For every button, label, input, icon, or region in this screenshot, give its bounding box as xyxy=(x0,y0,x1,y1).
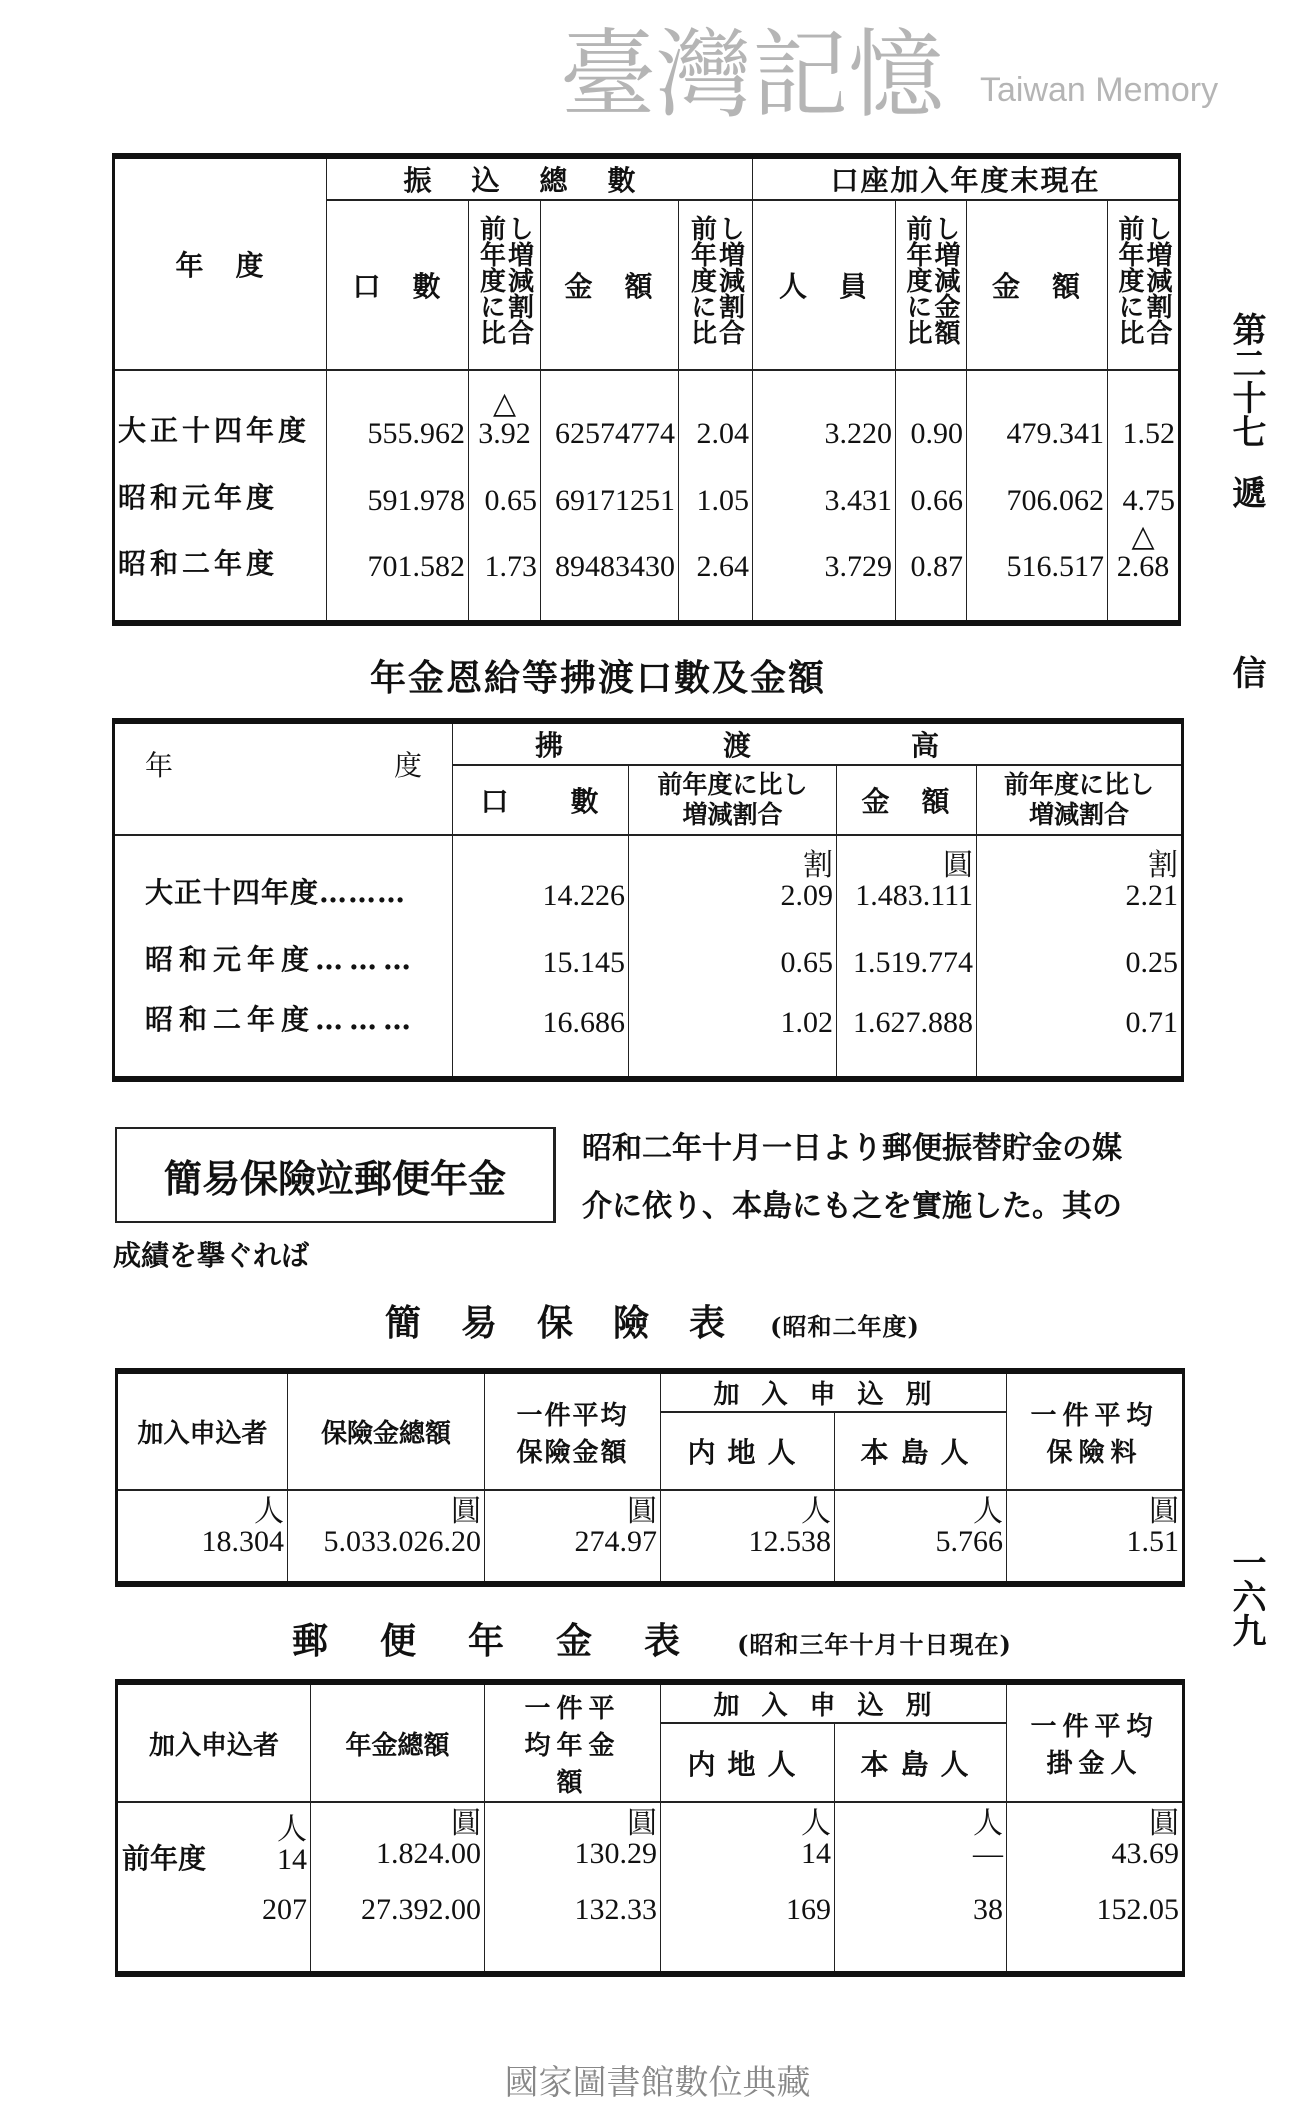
table-row xyxy=(114,835,1183,917)
section-char-1: 遞 xyxy=(1226,475,1266,509)
table3-title-block xyxy=(385,1295,920,1346)
cell: 圓 274.97 xyxy=(485,1490,661,1584)
cell: 3.220 xyxy=(753,370,896,455)
cell: 516.517 xyxy=(967,522,1108,623)
col-header: 金 額 xyxy=(541,200,679,370)
col-header: 人 員 xyxy=(753,200,896,370)
table-row xyxy=(117,1490,1184,1584)
cell: 89483430 xyxy=(541,522,679,623)
footer-credit: 國家圖書館數位典藏 xyxy=(504,2063,811,2103)
cell: 人 — xyxy=(835,1802,1007,1887)
table3-title: 簡易保險表 xyxy=(385,1302,766,1344)
group-header-application: 加入申込別 xyxy=(661,1371,1007,1412)
table2-title: 年金恩給等拂渡口數及金額 xyxy=(370,657,827,699)
section-char-2: 信 xyxy=(1226,655,1266,689)
table4-title: 郵便年金表 xyxy=(292,1620,733,1662)
row-label: 大正十四年度……… xyxy=(114,835,453,917)
col-header: 一件平均保險金額 xyxy=(485,1371,661,1490)
cell: 701.582 xyxy=(327,522,469,623)
group-header-payout: 拂渡高 xyxy=(453,721,1183,765)
cell: 0.65 xyxy=(469,455,541,522)
year-header-1: 年 xyxy=(145,749,174,782)
col-header: 保險金總額 xyxy=(288,1371,485,1490)
table4-title-block xyxy=(292,1613,1012,1664)
row-label: 大正十四年度 xyxy=(114,370,327,455)
cell: 3.729 xyxy=(753,522,896,623)
row-label: 昭和二年度……… xyxy=(114,984,453,1079)
paragraph xyxy=(582,1120,1122,1236)
paragraph-line: 介に依り、本島にも之を實施した。其の xyxy=(582,1189,1122,1224)
cell: 38 xyxy=(835,1887,1007,1974)
cell: 169 xyxy=(661,1887,835,1974)
postal-insurance-table xyxy=(115,1368,1185,1587)
col-header: 前年度に比し増減割合 xyxy=(686,215,745,345)
group-header-application: 加入申込別 xyxy=(661,1682,1007,1723)
cell xyxy=(117,1887,311,1974)
year-header: 年 度 xyxy=(114,156,327,370)
col-header: 口 數 xyxy=(327,200,469,370)
col-header: 前年度に比し増減割合 xyxy=(475,215,534,345)
cell: 591.978 xyxy=(327,455,469,522)
cell-value: 207 xyxy=(262,1893,307,1926)
paragraph-line: 昭和二年十月一日より郵便振替貯金の媒 xyxy=(582,1131,1122,1166)
cell: 人 14 xyxy=(661,1802,835,1887)
transfer-table xyxy=(112,153,1181,626)
cell: 1.05 xyxy=(679,455,753,522)
cell: 1.52 xyxy=(1108,370,1180,455)
cell: 圓 130.29 xyxy=(485,1802,661,1887)
cell: 圓 1.51 xyxy=(1007,1490,1184,1584)
cell: 0.25 xyxy=(977,917,1183,984)
col-header: 本島人 xyxy=(835,1723,1007,1802)
cell: 0.71 xyxy=(977,984,1183,1079)
section-heading: 簡易保險竝郵便年金 xyxy=(163,1155,506,1201)
cell: 14.226 xyxy=(453,835,629,917)
table-row xyxy=(114,455,1180,522)
page-number: 一六九 xyxy=(1226,1545,1266,1647)
table4-subtitle: (昭和三年十月十日現在) xyxy=(737,1630,1012,1659)
pension-payout-table xyxy=(112,718,1184,1082)
col-header: 口 數 xyxy=(453,765,629,835)
cell: △ 3.92 xyxy=(469,370,541,455)
cell: 圓 43.69 xyxy=(1007,1802,1184,1887)
row-label: 前年度 xyxy=(122,1842,207,1875)
table-row xyxy=(114,370,1180,455)
row-label: 昭和二年度 xyxy=(114,522,327,623)
cell: 62574774 xyxy=(541,370,679,455)
cell: 132.33 xyxy=(485,1887,661,1974)
cell: 152.05 xyxy=(1007,1887,1184,1974)
cell: 0.66 xyxy=(896,455,967,522)
col-header: 前年度に比し増減金額 xyxy=(902,215,961,345)
col-header: 一件平均年金額 xyxy=(485,1682,661,1802)
cell: 圓 1.824.00 xyxy=(311,1802,485,1887)
cell: 人 5.766 xyxy=(835,1490,1007,1584)
cell: 人 12.538 xyxy=(661,1490,835,1584)
cell: 1.519.774 xyxy=(837,917,977,984)
cell: 1.02 xyxy=(629,984,837,1079)
table-row xyxy=(114,917,1183,984)
cell: 割 2.09 xyxy=(629,835,837,917)
col-header: 加入申込者 xyxy=(117,1682,311,1802)
watermark-text: Taiwan Memory xyxy=(980,71,1219,109)
cell: 圓 5.033.026.20 xyxy=(288,1490,485,1584)
col-header: 内地人 xyxy=(661,1412,835,1490)
group-header-transfer-total: 振込總數 xyxy=(327,156,753,200)
row-label: 昭和元年度 xyxy=(114,455,327,522)
col-header: 一件平均保險料 xyxy=(1007,1371,1184,1490)
cell: 4.75 xyxy=(1108,455,1180,522)
cell: 16.686 xyxy=(453,984,629,1079)
group-header-account: 口座加入年度末現在 xyxy=(753,156,1180,200)
cell-value: 人 14 xyxy=(277,1813,307,1876)
col-header: 金 額 xyxy=(967,200,1108,370)
postal-annuity-table xyxy=(115,1679,1185,1977)
cell: 479.341 xyxy=(967,370,1108,455)
cell: 706.062 xyxy=(967,455,1108,522)
cell: 15.145 xyxy=(453,917,629,984)
col-header: 年金總額 xyxy=(311,1682,485,1802)
cell: 割 2.21 xyxy=(977,835,1183,917)
col-header: 前年度に比し増減割合 xyxy=(629,765,837,835)
row-label: 昭和元年度……… xyxy=(114,917,453,984)
col-header: 一件平均掛金人 xyxy=(1007,1682,1184,1802)
table-row xyxy=(117,1887,1184,1974)
cell: 0.90 xyxy=(896,370,967,455)
cell: 圓 1.483.111 xyxy=(837,835,977,917)
cell: 555.962 xyxy=(327,370,469,455)
cell: 27.392.00 xyxy=(311,1887,485,1974)
cell: 0.87 xyxy=(896,522,967,623)
cell: 1.73 xyxy=(469,522,541,623)
col-header: 金 額 xyxy=(837,765,977,835)
chapter-label: 第二十七 xyxy=(1226,312,1266,448)
col-header: 前年度に比し増減割合 xyxy=(1114,215,1173,345)
section-heading-box xyxy=(115,1127,556,1223)
cell xyxy=(117,1802,311,1887)
paragraph-line: 成績を擧ぐれば xyxy=(113,1239,310,1272)
year-header-2: 度 xyxy=(393,749,422,782)
cell: 3.431 xyxy=(753,455,896,522)
table-row xyxy=(117,1802,1184,1887)
col-header: 前年度に比し増減割合 xyxy=(977,765,1183,835)
table-row xyxy=(114,984,1183,1079)
cell: 69171251 xyxy=(541,455,679,522)
col-header: 本島人 xyxy=(835,1412,1007,1490)
table-row xyxy=(114,522,1180,623)
cell: △ 2.68 xyxy=(1108,522,1180,623)
watermark-logo: 臺灣記憶 xyxy=(560,19,944,131)
cell: 2.04 xyxy=(679,370,753,455)
col-header: 加入申込者 xyxy=(117,1371,288,1490)
cell: 2.64 xyxy=(679,522,753,623)
cell: 0.65 xyxy=(629,917,837,984)
col-header: 内地人 xyxy=(661,1723,835,1802)
table3-subtitle: (昭和二年度) xyxy=(770,1312,920,1341)
cell: 1.627.888 xyxy=(837,984,977,1079)
cell: 人 18.304 xyxy=(117,1490,288,1584)
